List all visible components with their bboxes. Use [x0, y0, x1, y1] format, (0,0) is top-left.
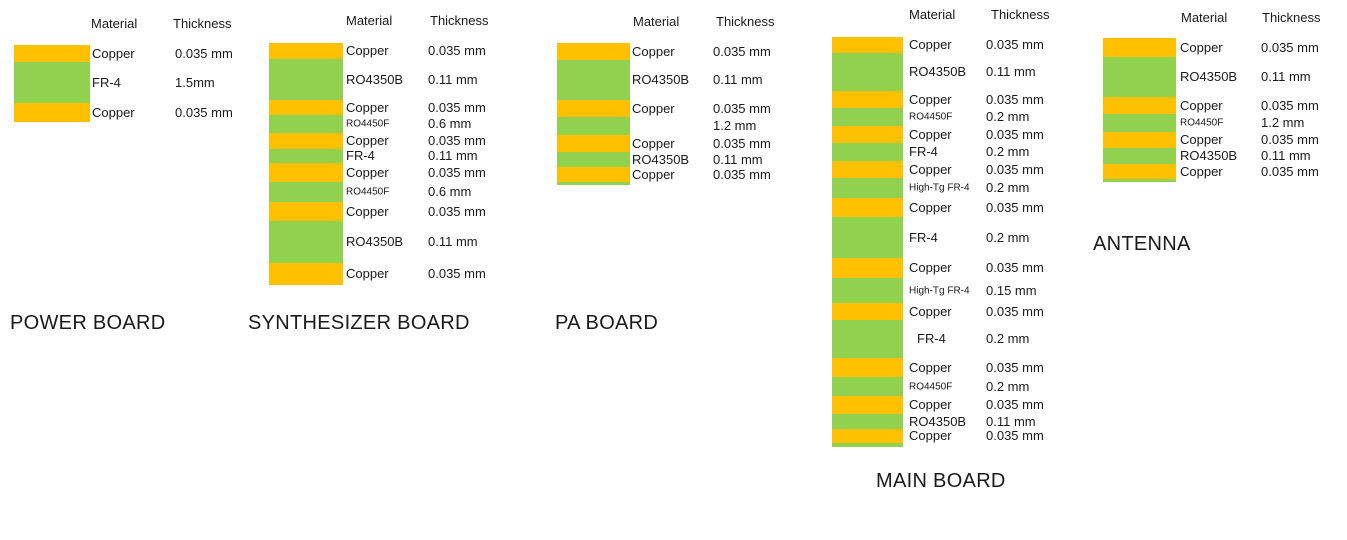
- stack-layer-copper: [832, 161, 903, 178]
- thickness-column-header: Thickness: [1262, 10, 1321, 25]
- board-title-power: POWER BOARD: [10, 312, 166, 334]
- board-title-antenna: ANTENNA: [1093, 233, 1191, 255]
- material-label: High-Tg FR-4: [909, 182, 970, 194]
- stack-layer-copper: [269, 43, 343, 59]
- stack-layer-dielectric: [832, 53, 903, 91]
- layer-stack: [1103, 38, 1176, 182]
- thickness-label: 0.2 mm: [986, 108, 1030, 124]
- thickness-label: 0.11 mm: [713, 71, 763, 87]
- material-column-header: Material: [1181, 10, 1228, 25]
- thickness-label: 0.11 mm: [428, 233, 478, 249]
- material-label: Copper: [346, 42, 389, 58]
- material-label: RO4450F: [346, 186, 390, 198]
- stack-layer-dielectric: [14, 62, 90, 103]
- thickness-label: 0.035 mm: [986, 427, 1044, 443]
- thickness-label: 1.2 mm: [1261, 114, 1305, 130]
- material-label: Copper: [1180, 97, 1223, 113]
- material-label: Copper: [92, 104, 135, 120]
- stack-layer-copper: [832, 37, 903, 53]
- thickness-label: 1.2 mm: [713, 117, 757, 133]
- thickness-label: 0.11 mm: [713, 151, 763, 167]
- stack-layer-copper: [557, 167, 630, 182]
- thickness-label: 0.11 mm: [428, 147, 478, 163]
- stack-layer-copper: [832, 198, 903, 217]
- thickness-label: 0.035 mm: [986, 303, 1044, 319]
- thickness-label: 0.035 mm: [713, 43, 771, 59]
- material-label: Copper: [909, 199, 952, 215]
- stack-layer-copper: [1103, 97, 1176, 114]
- material-label: Copper: [92, 45, 135, 61]
- stack-layer-dielectric: [269, 59, 343, 100]
- thickness-label: 0.15 mm: [986, 282, 1037, 298]
- layer-stack: [269, 43, 343, 285]
- material-column-header: Material: [633, 14, 680, 29]
- material-label: Copper: [346, 164, 389, 180]
- stack-layer-copper: [832, 91, 903, 108]
- board-title-pa: PA BOARD: [555, 312, 659, 334]
- thickness-label: 0.11 mm: [1261, 68, 1311, 84]
- thickness-column-header: Thickness: [173, 16, 232, 31]
- thickness-label: 0.035 mm: [986, 91, 1044, 107]
- material-label: RO4450F: [346, 118, 390, 130]
- material-label: Copper: [909, 36, 952, 52]
- thickness-label: 0.035 mm: [175, 45, 233, 61]
- stack-layer-dielectric: [832, 217, 903, 258]
- thickness-label: 1.5mm: [175, 74, 215, 90]
- stack-layer-dielectric: [557, 60, 630, 100]
- thickness-column-header: Thickness: [991, 7, 1050, 22]
- stack-layer-dielectric: [269, 182, 343, 202]
- thickness-label: 0.2 mm: [986, 330, 1030, 346]
- thickness-label: 0.11 mm: [1261, 147, 1311, 163]
- material-label: FR-4: [909, 143, 938, 159]
- stack-layer-dielectric: [1103, 148, 1176, 164]
- thickness-label: 0.035 mm: [428, 203, 486, 219]
- stack-layer-copper: [557, 135, 630, 152]
- stack-layer-dielectric: [832, 320, 903, 358]
- thickness-label: 0.035 mm: [713, 135, 771, 151]
- thickness-column-header: Thickness: [430, 13, 489, 28]
- stack-layer-dielectric: [557, 182, 630, 185]
- material-label: Copper: [632, 166, 675, 182]
- material-label: RO4450F: [909, 111, 953, 123]
- material-label: Copper: [632, 135, 675, 151]
- thickness-label: 0.035 mm: [428, 99, 486, 115]
- stack-layer-copper: [832, 126, 903, 143]
- stack-layer-dielectric: [1103, 179, 1176, 182]
- material-label: Copper: [909, 396, 952, 412]
- material-column-header: Material: [346, 13, 393, 28]
- board-title-main: MAIN BOARD: [876, 470, 1006, 492]
- material-label: Copper: [909, 359, 952, 375]
- stack-layer-dielectric: [832, 377, 903, 396]
- material-label: FR-4: [917, 330, 946, 346]
- thickness-label: 0.2 mm: [986, 229, 1030, 245]
- stack-layer-copper: [832, 258, 903, 278]
- material-label: Copper: [1180, 39, 1223, 55]
- thickness-label: 0.035 mm: [986, 259, 1044, 275]
- thickness-label: 0.2 mm: [986, 143, 1030, 159]
- material-column-header: Material: [91, 16, 138, 31]
- stack-layer-copper: [269, 133, 343, 149]
- material-label: Copper: [909, 303, 952, 319]
- material-label: RO4450F: [1180, 117, 1224, 129]
- thickness-label: 0.035 mm: [428, 132, 486, 148]
- material-label: Copper: [1180, 163, 1223, 179]
- thickness-label: 0.035 mm: [428, 265, 486, 281]
- stack-layer-dielectric: [269, 115, 343, 133]
- thickness-label: 0.11 mm: [986, 413, 1036, 429]
- thickness-label: 0.035 mm: [1261, 131, 1319, 147]
- material-label: Copper: [909, 427, 952, 443]
- stack-layer-copper: [14, 103, 90, 122]
- stack-layer-dielectric: [1103, 57, 1176, 97]
- thickness-label: 0.035 mm: [428, 164, 486, 180]
- stack-layer-copper: [269, 100, 343, 115]
- layer-stack: [832, 37, 903, 447]
- stack-layer-copper: [557, 100, 630, 117]
- stack-layer-copper: [1103, 164, 1176, 179]
- material-label: FR-4: [346, 147, 375, 163]
- material-label: RO4350B: [632, 71, 690, 87]
- thickness-label: 0.035 mm: [1261, 97, 1319, 113]
- thickness-label: 0.035 mm: [986, 36, 1044, 52]
- material-label: RO4350B: [632, 151, 690, 167]
- material-label: FR-4: [92, 74, 121, 90]
- stack-layer-dielectric: [832, 143, 903, 161]
- material-label: Copper: [346, 132, 389, 148]
- material-label: RO4350B: [1180, 68, 1238, 84]
- thickness-label: 0.11 mm: [986, 63, 1036, 79]
- stack-layer-dielectric: [832, 108, 903, 126]
- thickness-label: 0.2 mm: [986, 179, 1030, 195]
- stack-layer-copper: [269, 202, 343, 221]
- thickness-label: 0.035 mm: [1261, 163, 1319, 179]
- stack-layer-copper: [832, 303, 903, 320]
- stack-layer-copper: [557, 43, 630, 60]
- material-label: Copper: [346, 99, 389, 115]
- material-label: Copper: [632, 43, 675, 59]
- stack-layer-dielectric: [832, 178, 903, 198]
- thickness-label: 0.035 mm: [1261, 39, 1319, 55]
- material-label: Copper: [346, 203, 389, 219]
- thickness-label: 0.035 mm: [986, 199, 1044, 215]
- material-column-header: Material: [909, 7, 956, 22]
- material-label: RO4350B: [909, 63, 967, 79]
- stack-layer-copper: [832, 429, 903, 443]
- stack-layer-dielectric: [557, 152, 630, 167]
- material-label: RO4350B: [909, 413, 967, 429]
- board-title-synthesizer: SYNTHESIZER BOARD: [248, 312, 470, 334]
- material-label: Copper: [909, 161, 952, 177]
- material-label: RO4450F: [909, 381, 953, 392]
- thickness-column-header: Thickness: [716, 14, 775, 29]
- stack-layer-copper: [1103, 38, 1176, 57]
- stack-layer-dielectric: [557, 117, 630, 135]
- stack-layer-copper: [832, 358, 903, 377]
- thickness-label: 0.035 mm: [713, 100, 771, 116]
- material-label: RO4350B: [1180, 147, 1238, 163]
- stack-layer-copper: [14, 45, 90, 62]
- stack-layer-dielectric: [832, 443, 903, 447]
- stack-layer-copper: [1103, 132, 1176, 148]
- stack-layer-dielectric: [832, 414, 903, 429]
- thickness-label: 0.035 mm: [986, 359, 1044, 375]
- material-label: Copper: [632, 100, 675, 116]
- material-label: RO4350B: [346, 71, 404, 87]
- stack-layer-dielectric: [832, 278, 903, 303]
- stack-layer-dielectric: [1103, 114, 1176, 132]
- material-label: Copper: [1180, 131, 1223, 147]
- thickness-label: 0.035 mm: [428, 42, 486, 58]
- thickness-label: 0.035 mm: [986, 161, 1044, 177]
- thickness-label: 0.035 mm: [713, 166, 771, 182]
- thickness-label: 0.2 mm: [986, 378, 1030, 394]
- stack-layer-dielectric: [269, 221, 343, 263]
- layer-stack: [557, 43, 630, 185]
- material-label: High-Tg FR-4: [909, 285, 970, 296]
- stack-layer-dielectric: [269, 149, 343, 163]
- material-label: Copper: [909, 91, 952, 107]
- thickness-label: 0.6 mm: [428, 115, 472, 131]
- material-label: FR-4: [909, 229, 938, 245]
- material-label: Copper: [909, 126, 952, 142]
- stack-layer-copper: [269, 263, 343, 285]
- material-label: Copper: [346, 265, 389, 281]
- stack-layer-copper: [269, 163, 343, 182]
- material-label: RO4350B: [346, 233, 404, 249]
- thickness-label: 0.035 mm: [175, 104, 233, 120]
- thickness-label: 0.6 mm: [428, 183, 472, 199]
- layer-stack: [14, 45, 90, 122]
- material-label: Copper: [909, 259, 952, 275]
- thickness-label: 0.035 mm: [986, 396, 1044, 412]
- stack-layer-copper: [832, 396, 903, 414]
- thickness-label: 0.11 mm: [428, 71, 478, 87]
- thickness-label: 0.035 mm: [986, 126, 1044, 142]
